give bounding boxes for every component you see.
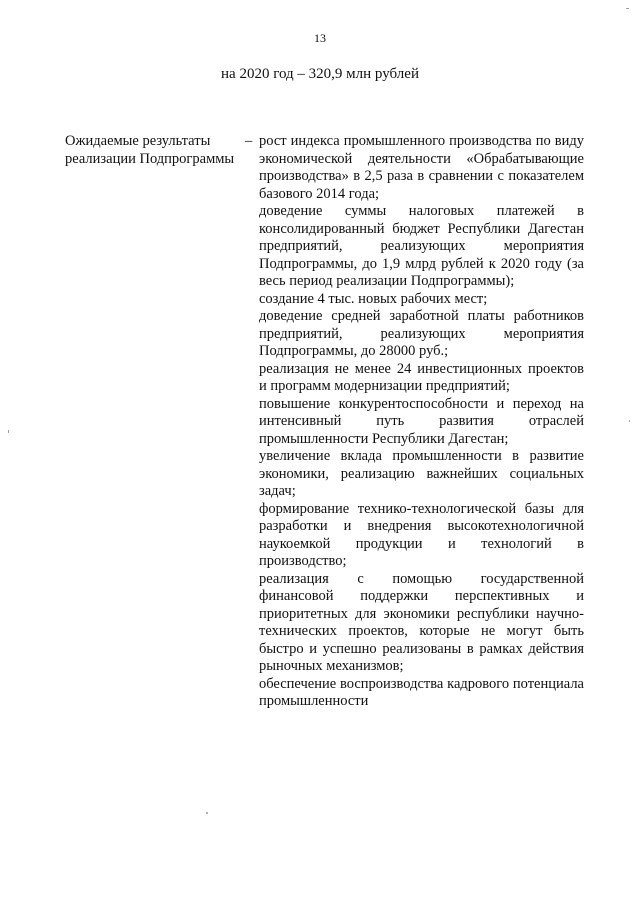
result-item: повышение конкурентоспособности и переход на интенсивный путь развития отраслей промышленности Республики Дагестан; [259,395,584,447]
expected-results-list [259,133,584,711]
scan-speck [206,812,208,814]
funding-line: на 2020 год – 320,9 млн рублей [221,66,419,82]
result-item: реализация с помощью государственной финансовой поддержки перспективных и приоритетных для экономики республики научно-технических проектов, которые не могут быть быстро и успешно реализованы в рамках действия рыночных механизмов; [259,570,584,674]
bullet-dash: – [245,133,253,149]
scan-speck [8,430,9,433]
result-item: обеспечение воспроизводства кадрового потенциала промышленности [259,675,584,709]
section-label: Ожидаемые результаты реализации Подпрограммы [65,133,235,167]
result-item: доведение суммы налоговых платежей в консолидированный бюджет Республики Дагестан предприятий, реализующих мероприятия Подпрограммы, до 1,9 млрд рублей к 2020 году (за весь период реализации Подпрограммы); [259,203,584,289]
result-item: рост индекса промышленного производства по виду экономической деятельности «Обрабатывающие производства» в 2,5 раза в сравнении с показателем базового 2014 года; [259,133,584,202]
result-item: формирование технико-технологической базы для разработки и внедрения высокотехнологичной наукоемкой продукции и технологий в производство; [259,500,584,569]
result-item: доведение средней заработной платы работников предприятий, реализующих мероприятия Подпрограммы, до 28000 руб.; [259,308,584,359]
result-item: увеличение вклада промышленности в развитие экономики, реализацию важнейших социальных задач; [259,448,584,499]
result-item: создание 4 тыс. новых рабочих мест; [259,290,488,307]
result-item: реализация не менее 24 инвестиционных проектов и программ модернизации предприятий; [259,360,584,394]
scan-speck [626,8,629,9]
scan-speck [629,420,630,422]
page-number: 13 [314,31,326,45]
